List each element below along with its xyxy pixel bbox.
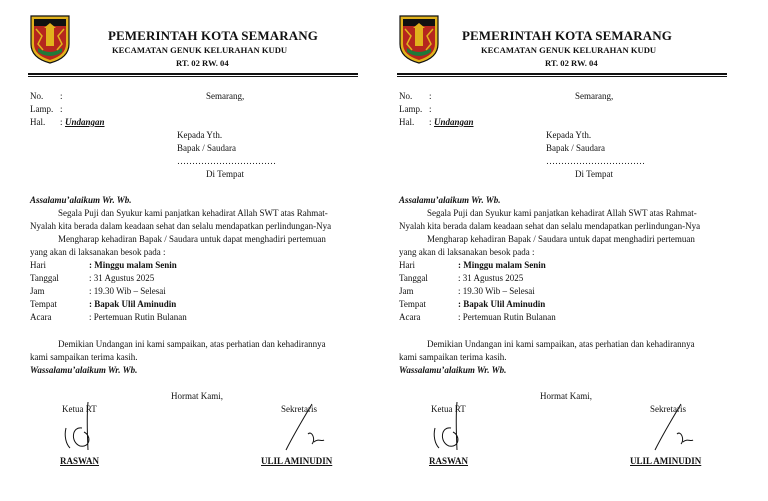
detail-value-tanggal: : 31 Agustus 2025 [458,273,524,283]
no-label: No. [30,91,44,101]
district-line: KECAMATAN GENUK KELURAHAN KUDU [112,45,288,55]
lamp-colon: : [60,104,63,114]
recipient-dots: …………………………… [177,156,276,166]
district-line: KECAMATAN GENUK KELURAHAN KUDU [481,45,657,55]
para2-line1: Mengharap kehadiran Bapak / Saudara untuk dapat menghadiri pertemuan [427,234,695,244]
hal-value: Undangan [434,117,474,127]
government-title: PEMERINTAH KOTA SEMARANG [108,28,318,43]
semarang-coat-of-arms-logo [30,14,70,64]
recipient-line3: Di Tempat [206,169,244,179]
valediction: Wassalamu’alaikum Wr. Wb. [30,365,138,375]
left-signatory-role: Ketua RT [62,404,97,414]
no-colon: : [60,91,63,101]
detail-value-jam: : 19.30 Wib – Selesai [458,286,535,296]
lamp-label: Lamp. [399,104,423,114]
para2-line2: yang akan di laksanakan besok pada : [399,247,535,257]
header-rule-thick [28,73,358,75]
no-colon: : [429,91,432,101]
detail-label-jam: Jam [399,286,414,296]
detail-value-acara: : Pertemuan Rutin Bulanan [458,312,556,322]
signature-left [429,398,479,454]
lamp-colon: : [429,104,432,114]
no-label: No. [399,91,413,101]
detail-value-jam: : 19.30 Wib – Selesai [89,286,166,296]
regards: Hormat Kami, [171,391,223,401]
government-title: PEMERINTAH KOTA SEMARANG [462,28,672,43]
header-rule-thick [397,73,727,75]
detail-label-acara: Acara [30,312,52,322]
header-rule-thin [397,76,727,77]
left-signatory-name: RASWAN [429,456,469,466]
hal-label: Hal. [399,117,415,127]
detail-value-tanggal: : 31 Agustus 2025 [89,273,155,283]
header-rule-thin [28,76,358,77]
para1-line1: Segala Puji dan Syukur kami panjatkan kehadirat Allah SWT atas Rahmat- [427,208,697,218]
closing-line2: kami sampaikan terima kasih. [399,352,507,362]
invitation-letter-right [369,0,753,501]
closing-line2: kami sampaikan terima kasih. [30,352,138,362]
right-signatory-role: Sekretaris [650,404,686,414]
detail-value-hari: : Minggu malam Senin [458,260,546,270]
recipient-line3: Di Tempat [575,169,613,179]
recipient-line1: Kepada Yth. [546,130,592,140]
valediction: Wassalamu’alaikum Wr. Wb. [399,365,507,375]
left-signatory-role: Ketua RT [431,404,466,414]
right-signatory-name: ULIL AMINUDIN [630,456,702,466]
detail-label-tanggal: Tanggal [399,273,428,283]
hal-label: Hal. [30,117,46,127]
hal-colon: : [429,117,432,127]
left-signatory-name: RASWAN [60,456,100,466]
place-date: Semarang, [575,91,614,101]
recipient-line2: Bapak / Saudara [546,143,605,153]
detail-value-tempat: : Bapak Ulil Aminudin [89,299,177,309]
recipient-line1: Kepada Yth. [177,130,223,140]
para1-line2: Nyalah kita berada dalam keadaan sehat dan selalu mendapatkan perlindungan-Nya [399,221,701,231]
para1-line1: Segala Puji dan Syukur kami panjatkan kehadirat Allah SWT atas Rahmat- [58,208,328,218]
rt-rw-line: RT. 02 RW. 04 [176,58,229,68]
detail-label-hari: Hari [30,260,46,270]
right-signatory-name: ULIL AMINUDIN [261,456,333,466]
detail-label-tempat: Tempat [399,299,426,309]
closing-line1: Demikian Undangan ini kami sampaikan, atas perhatian dan kehadirannya [58,339,326,349]
hal-value: Undangan [65,117,105,127]
hal-colon: : [60,117,63,127]
recipient-line2: Bapak / Saudara [177,143,236,153]
detail-label-tanggal: Tanggal [30,273,59,283]
detail-label-jam: Jam [30,286,45,296]
para2-line1: Mengharap kehadiran Bapak / Saudara untuk dapat menghadiri pertemuan [58,234,326,244]
signature-left [60,398,110,454]
detail-label-hari: Hari [399,260,415,270]
greeting: Assalamu’alaikum Wr. Wb. [399,195,501,205]
regards: Hormat Kami, [540,391,592,401]
place-date: Semarang, [206,91,245,101]
greeting: Assalamu’alaikum Wr. Wb. [30,195,132,205]
detail-value-acara: : Pertemuan Rutin Bulanan [89,312,187,322]
right-signatory-role: Sekretaris [281,404,317,414]
detail-label-acara: Acara [399,312,421,322]
semarang-coat-of-arms-logo [399,14,439,64]
signature-right [647,400,699,456]
detail-label-tempat: Tempat [30,299,57,309]
lamp-label: Lamp. [30,104,54,114]
detail-value-tempat: : Bapak Ulil Aminudin [458,299,546,309]
signature-right [278,400,330,456]
para1-line2: Nyalah kita berada dalam keadaan sehat dan selalu mendapatkan perlindungan-Nya [30,221,332,231]
rt-rw-line: RT. 02 RW. 04 [545,58,598,68]
detail-value-hari: : Minggu malam Senin [89,260,177,270]
para2-line2: yang akan di laksanakan besok pada : [30,247,166,257]
closing-line1: Demikian Undangan ini kami sampaikan, atas perhatian dan kehadirannya [427,339,695,349]
recipient-dots: …………………………… [546,156,645,166]
